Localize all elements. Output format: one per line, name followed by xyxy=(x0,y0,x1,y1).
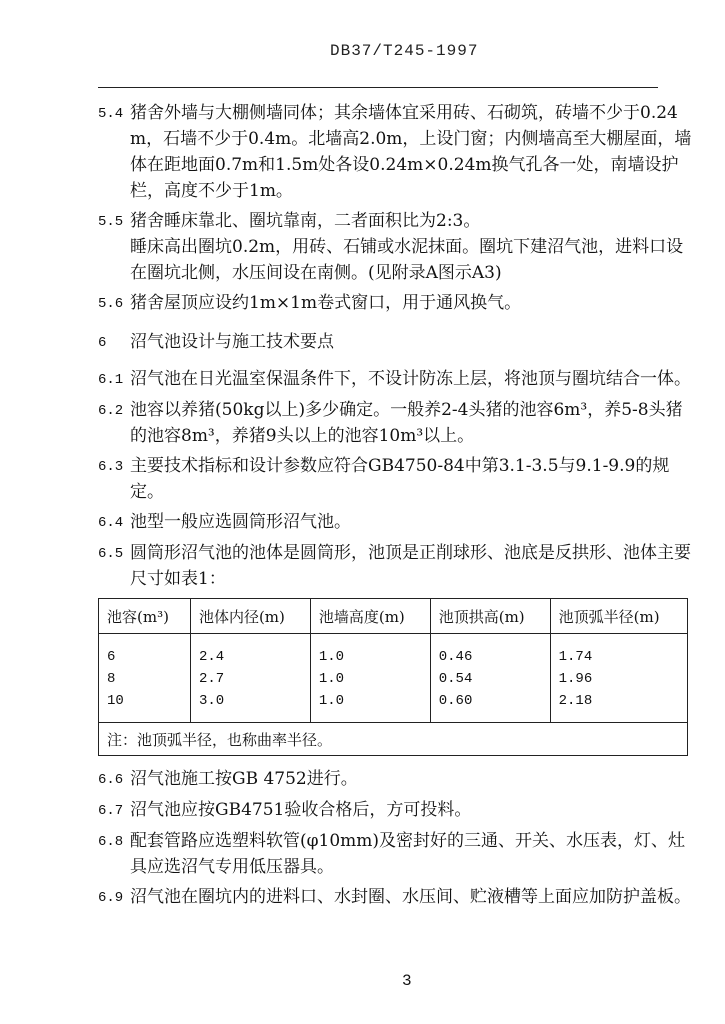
clause-number: 6.5 xyxy=(98,546,124,562)
table-cell: 8 xyxy=(99,668,191,690)
document-code-header: DB37/T245-1997 xyxy=(330,42,479,60)
clause-6-5 xyxy=(98,540,698,592)
clause-text: 猪舍屋顶应设约1m×1m卷式窗口，用于通风换气。 xyxy=(130,293,522,313)
clause-6-1 xyxy=(98,366,698,393)
table-note: 注：池顶弧半径，也称曲率半径。 xyxy=(99,723,688,756)
table-row xyxy=(99,634,688,669)
clause-text: 主要技术指标和设计参数应符合GB4750-84中第3.1-3.5与9.1-9.9的规定。 xyxy=(130,456,670,502)
clause-5-6 xyxy=(98,290,698,317)
dimension-table xyxy=(98,598,688,756)
clause-text: 池型一般应选圆筒形沼气池。 xyxy=(130,512,351,532)
clause-number: 6.3 xyxy=(98,459,124,475)
table-row xyxy=(99,668,688,690)
table-cell: 10 xyxy=(99,690,191,723)
table-cell: 2.18 xyxy=(550,690,687,723)
clause-5-4 xyxy=(98,100,698,204)
table-cell: 2.7 xyxy=(190,668,310,690)
table-cell: 0.54 xyxy=(430,668,550,690)
table-cell: 1.0 xyxy=(310,634,430,669)
header-rule xyxy=(98,87,658,88)
clause-text: 沼气池应按GB4751验收合格后，方可投料。 xyxy=(130,800,472,820)
section-number: 6 xyxy=(98,335,107,351)
section-title: 沼气池设计与施工技术要点 xyxy=(130,332,334,352)
table-cell: 3.0 xyxy=(190,690,310,723)
table-note-row xyxy=(99,723,688,756)
clause-number: 6.1 xyxy=(98,372,124,388)
clause-number: 6.2 xyxy=(98,403,124,419)
document-body xyxy=(98,100,698,915)
clause-number: 5.5 xyxy=(98,214,124,230)
clause-number: 5.6 xyxy=(98,296,124,312)
clauses-after-table xyxy=(98,766,698,911)
clause-number: 5.4 xyxy=(98,106,124,122)
table-cell: 2.4 xyxy=(190,634,310,669)
clause-6-2 xyxy=(98,397,698,449)
table-cell: 0.46 xyxy=(430,634,550,669)
table-cell: 6 xyxy=(99,634,191,669)
page-number: 3 xyxy=(402,972,412,990)
table-header-row xyxy=(99,599,688,634)
table-header-cell: 池顶弧半径(m) xyxy=(550,599,687,634)
table-cell: 1.0 xyxy=(310,668,430,690)
clause-6-8 xyxy=(98,828,698,880)
clause-text: 沼气池在圈坑内的进料口、水封圈、水压间、贮液槽等上面应加防护盖板。 xyxy=(130,887,691,907)
clause-text: 猪舍外墙与大棚侧墙同体；其余墙体宜采用砖、石砌筑，砖墙不少于0.24m，石墙不少于0.4m。北墙高2.0m，上设门窗；内侧墙高至大棚屋面，墙体在距地面0.7m和1.5m处各设0.24m×0.24m换气孔各一处，南墙设护栏，高度不少于1m。 xyxy=(130,103,692,201)
clause-number: 6.4 xyxy=(98,515,124,531)
clause-text: 沼气池在日光温室保温条件下，不设计防冻上层，将池顶与圈坑结合一体。 xyxy=(130,369,691,389)
table-row xyxy=(99,690,688,723)
clause-6-7 xyxy=(98,797,698,824)
section-6-heading xyxy=(98,329,698,356)
clause-number: 6.8 xyxy=(98,834,124,850)
table-cell: 1.74 xyxy=(550,634,687,669)
clause-6-3 xyxy=(98,453,698,505)
clause-6-9 xyxy=(98,884,698,911)
clause-number: 6.6 xyxy=(98,772,124,788)
table-cell: 0.60 xyxy=(430,690,550,723)
clause-text: 圆筒形沼气池的池体是圆筒形，池顶是正削球形、池底是反拱形、池体主要尺寸如表1： xyxy=(130,543,691,589)
clause-text: 沼气池施工按GB 4752进行。 xyxy=(130,769,358,789)
clause-6-4 xyxy=(98,509,698,536)
clause-text: 配套管路应选塑料软管(φ10mm)及密封好的三通、开关、水压表，灯、灶具应选沼气专用低压器具。 xyxy=(130,831,686,877)
table-header-cell: 池墙高度(m) xyxy=(310,599,430,634)
table-cell: 1.0 xyxy=(310,690,430,723)
table-header-cell: 池体内径(m) xyxy=(190,599,310,634)
table-cell: 1.96 xyxy=(550,668,687,690)
clause-text: 池容以养猪(50kg以上)多少确定。一般养2-4头猪的池容6m³，养5-8头猪的池容8m³，养猪9头以上的池容10m³以上。 xyxy=(130,400,683,446)
table-header-cell: 池顶拱高(m) xyxy=(430,599,550,634)
clause-text: 猪舍睡床靠北、圈坑靠南，二者面积比为2:3。 睡床高出圈坑0.2m，用砖、石铺或水泥抹面。圈坑下建沼气池，进料口设在圈坑北侧，水压间设在南侧。(见附录A图示A3) xyxy=(130,211,684,283)
table-header-cell: 池容(m³) xyxy=(99,599,191,634)
clause-5-5 xyxy=(98,208,698,286)
clause-number: 6.9 xyxy=(98,890,124,906)
clause-number: 6.7 xyxy=(98,803,124,819)
clause-6-6 xyxy=(98,766,698,793)
